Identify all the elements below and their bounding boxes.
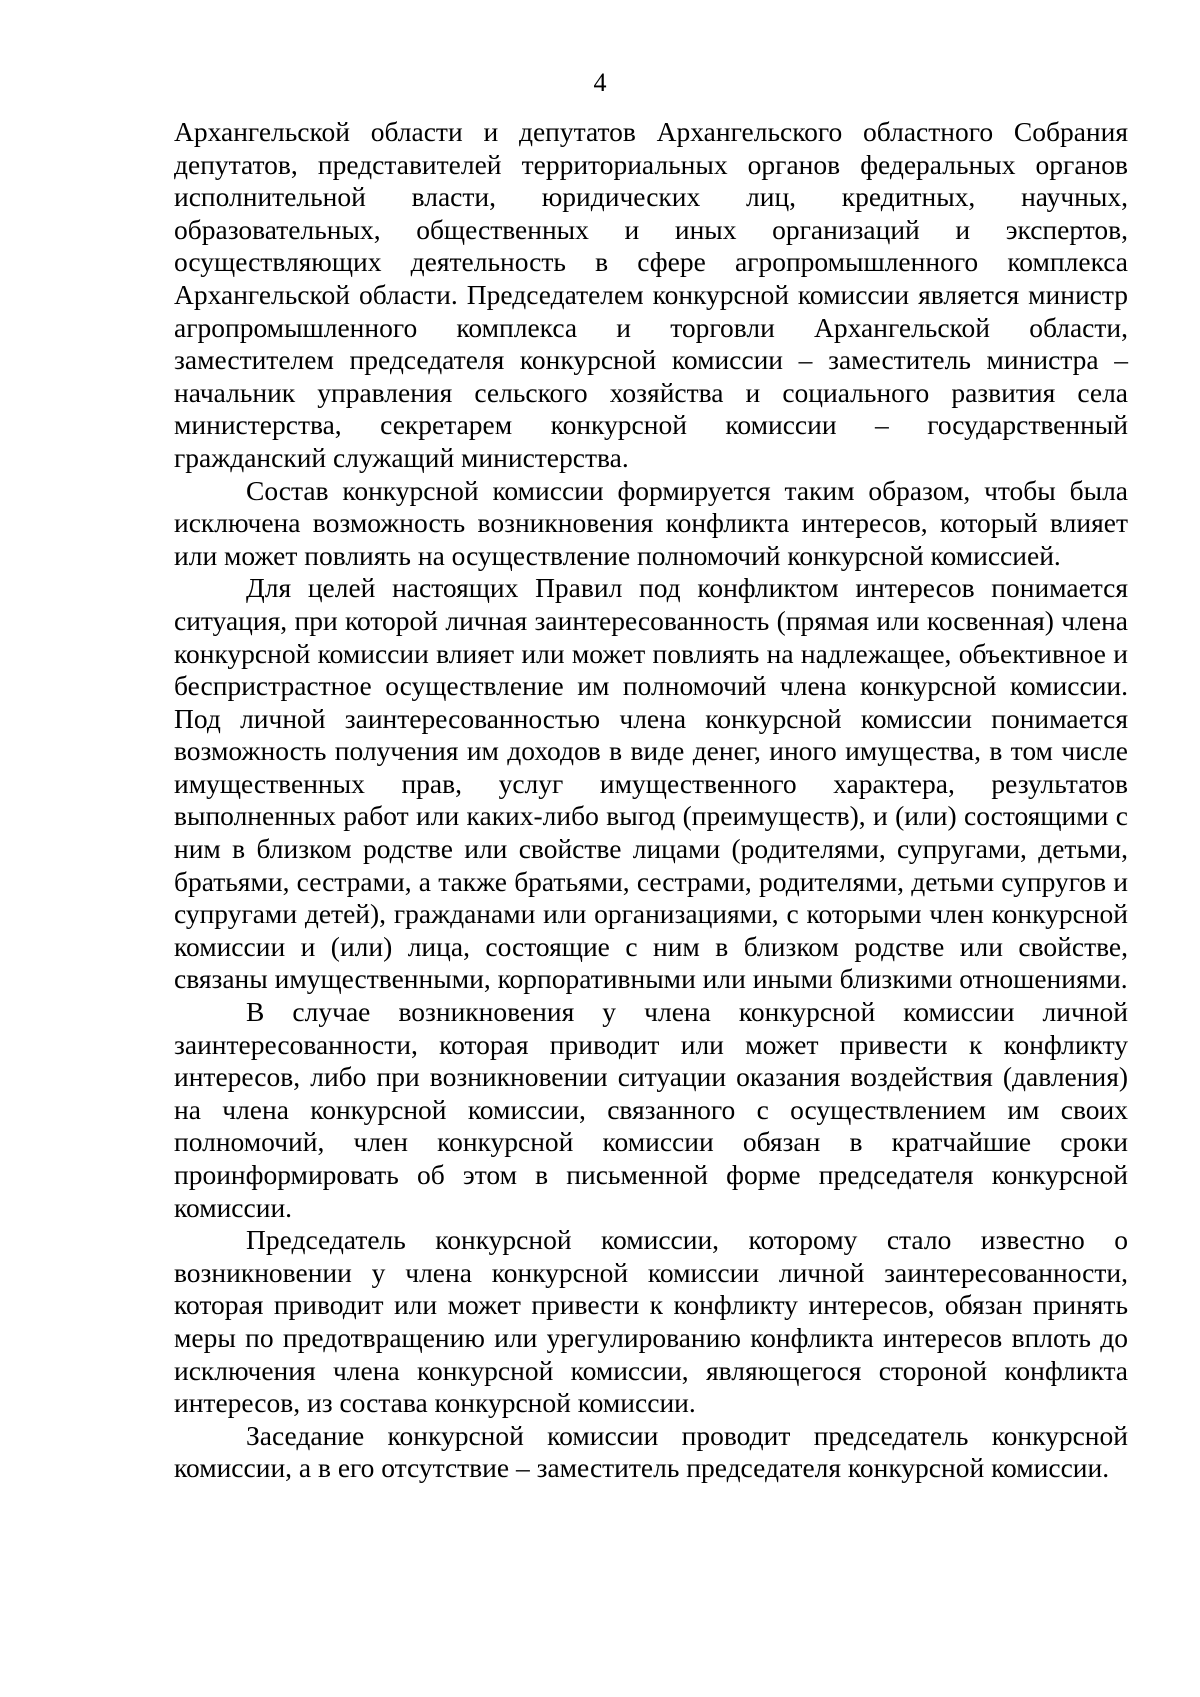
paragraph-continuation: Архангельской области и депутатов Архангельского областного Собрания депутатов, представителей территориальных органов федеральных органов исполнительной власти, юридических лиц, кредитных, научных, образовательных, общественных и иных организаций и экспертов, осуществляющих деятельность в сфере агропромышленного комплекса Архангельской области. Председателем конкурсной комиссии является министр агропромышленного комплекса и торговли Архангельской области, заместителем председателя конкурсной комиссии – заместитель министра – начальник управления сельского хозяйства и социального развития села министерства, секретарем конкурсной комиссии – государственный гражданский служащий министерства. (174, 116, 1128, 473)
paragraph-chairman-measures: Председатель конкурсной комиссии, которому стало известно о возникновении у члена конкурсной комиссии личной заинтересованности, которая приводит или может привести к конфликту интересов, обязан принять меры по предотвращению или урегулированию конфликта интересов вплоть до исключения члена конкурсной комиссии, являющегося стороной конфликта интересов, из состава конкурсной комиссии. (174, 1224, 1128, 1419)
page-number: 4 (593, 68, 607, 97)
paragraph-conflict-definition: Для целей настоящих Правил под конфликтом интересов понимается ситуация, при которой личная заинтересованность (прямая или косвенная) члена конкурсной комиссии влияет или может повлиять на надлежащее, объективное и беспристрастное осуществление им полномочий члена конкурсной комиссии. Под личной заинтересованностью члена конкурсной комиссии понимается возможность получения им доходов в виде денег, иного имущества, в том числе имущественных прав, услуг имущественного характера, результатов выполненных работ или каких-либо выгод (преимуществ), и (или) состоящими с ним в близком родстве или свойстве лицами (родителями, супругами, детьми, братьями, сестрами, а также братьями, сестрами, родителями, детьми супругов и супругами детей), гражданами или организациями, с которыми член конкурсной комиссии и (или) лица, состоящие с ним в близком родстве или свойстве, связаны имущественными, корпоративными или иными близкими отношениями. (174, 572, 1128, 995)
paragraph-meeting-chair: Заседание конкурсной комиссии проводит председатель конкурсной комиссии, а в его отсутствие – заместитель председателя конкурсной комиссии. (174, 1419, 1128, 1484)
paragraph-commission-composition: Состав конкурсной комиссии формируется таким образом, чтобы была исключена возможность возникновения конфликта интересов, который влияет или может повлиять на осуществление полномочий конкурсной комиссией. (174, 474, 1128, 571)
paragraph-member-obligation: В случае возникновения у члена конкурсной комиссии личной заинтересованности, которая приводит или может привести к конфликту интересов, либо при возникновении ситуации оказания воздействия (давления) на члена конкурсной комиссии, связанного с осуществлением им своих полномочий, член конкурсной комиссии обязан в кратчайшие сроки проинформировать об этом в письменной форме председателя конкурсной комиссии. (174, 996, 1128, 1223)
document-body (174, 116, 1128, 1485)
